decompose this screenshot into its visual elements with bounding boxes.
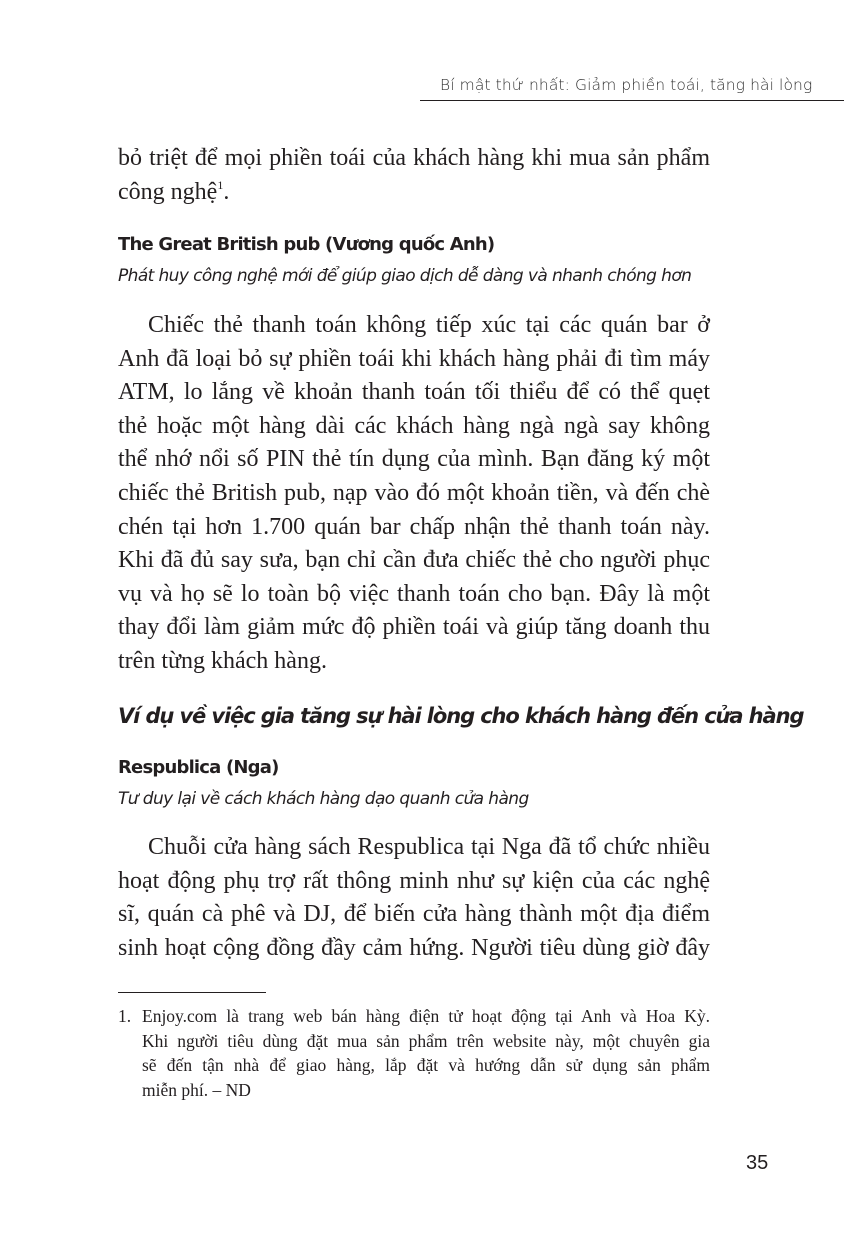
running-header-text: Bí mật thứ nhất: Giảm phiền toái, tăng hài lòng [440, 76, 813, 94]
paragraph-line: thay đổi làm giảm mức độ phiền toái và giúp tăng doanh thu [118, 614, 710, 641]
running-header [420, 74, 844, 101]
footnote-line: Enjoy.com là trang web bán hàng điện tử hoạt động tại Anh và Hoa Kỳ. [142, 1006, 710, 1026]
footnote-line: sẽ đến tận nhà để giao hàng, lắp đặt và hướng dẫn sử dụng sản phẩm [142, 1055, 710, 1076]
section-heading: Ví dụ về việc gia tăng sự hài lòng cho khách hàng đến cửa hàng [118, 704, 804, 728]
paragraph-line: hoạt động phụ trợ rất thông minh như sự kiện của các nghệ [118, 867, 710, 894]
paragraph-line: thẻ hoặc một hàng dài các khách hàng ngà ngà say không [118, 412, 710, 439]
paragraph-line: trên từng khách hàng. [118, 647, 327, 674]
case-paragraph-british-pub [118, 309, 710, 679]
footnote-divider [118, 992, 266, 993]
footnote [118, 1004, 710, 1102]
paragraph-line: Chuỗi cửa hàng sách Respublica tại Nga đã tổ chức nhiều [148, 834, 710, 860]
footnote-body [142, 1004, 710, 1102]
intro-paragraph [118, 142, 710, 209]
case-title-british-pub: The Great British pub (Vương quốc Anh) [118, 234, 495, 255]
footnote-line: Khi người tiêu dùng đặt mua sản phẩm trên website này, một chuyên gia [142, 1030, 710, 1051]
case-subtitle-british-pub: Phát huy công nghệ mới để giúp giao dịch dễ dàng và nhanh chóng hơn [118, 266, 692, 286]
case-subtitle-respublica: Tư duy lại về cách khách hàng dạo quanh cửa hàng [118, 789, 529, 809]
paragraph-line: bỏ triệt để mọi phiền toái của khách hàng khi mua sản phẩm [118, 145, 710, 171]
paragraph-line: chiếc thẻ British pub, nạp vào đó một khoản tiền, và đến chè [118, 479, 710, 506]
case-title-respublica: Respublica (Nga) [118, 757, 279, 778]
case-paragraph-respublica [118, 831, 710, 965]
paragraph-line: chén tại hơn 1.700 quán bar chấp nhận thẻ thanh toán này. [118, 513, 710, 540]
paragraph-line-text: công nghệ [118, 178, 218, 205]
end-punct: . [223, 178, 230, 205]
footnote-ref[interactable]: 1 [217, 177, 224, 192]
paragraph-line: sĩ, quán cà phê và DJ, để biến cửa hàng thành một địa điểm [118, 901, 710, 928]
page-number: 35 [746, 1152, 769, 1174]
paragraph-line: ATM, lo lắng về khoản thanh toán tối thiểu để có thể quẹt [118, 379, 710, 406]
paragraph-line: vụ và họ sẽ lo toàn bộ việc thanh toán cho bạn. Đây là một [118, 580, 710, 607]
paragraph-line: thể nhớ nổi số PIN thẻ tín dụng của mình. Bạn đăng ký một [118, 446, 710, 473]
paragraph-line: sinh hoạt cộng đồng đầy cảm hứng. Người tiêu dùng giờ đây [118, 934, 710, 961]
paragraph-line: Chiếc thẻ thanh toán không tiếp xúc tại các quán bar ở [148, 312, 710, 338]
footnote-number: 1. [118, 1006, 132, 1026]
paragraph-line [118, 176, 710, 210]
paragraph-line: Khi đã đủ say sưa, bạn chỉ cần đưa chiếc thẻ cho người phục [118, 547, 710, 574]
paragraph-line: Anh đã loại bỏ sự phiền toái khi khách hàng phải đi tìm máy [118, 345, 710, 372]
footnote-line: miễn phí. – ND [142, 1079, 251, 1100]
